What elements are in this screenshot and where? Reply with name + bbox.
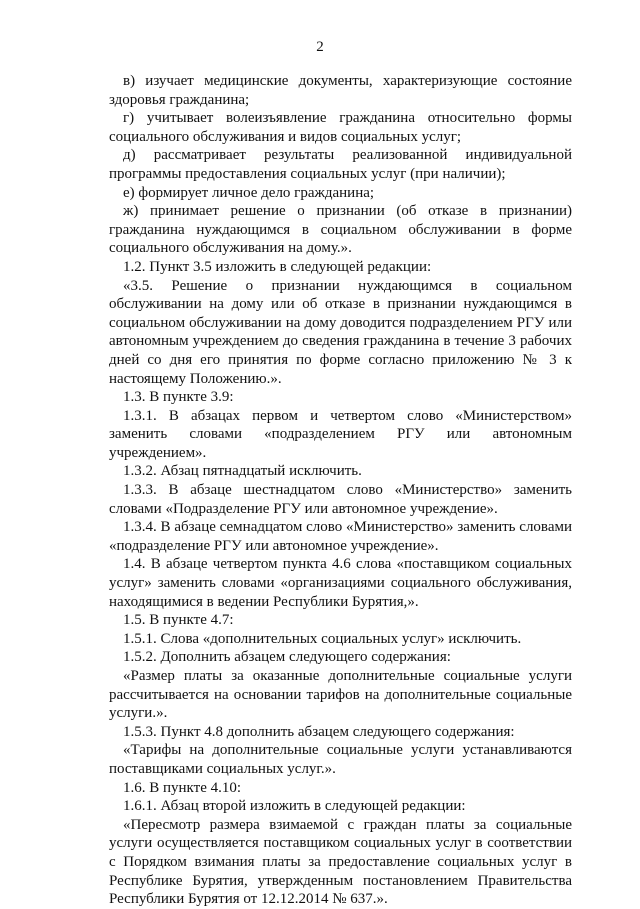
paragraph-revision-quote: «Пересмотр размера взимаемой с граждан платы за социальные услуги осуществляется поставщиком социальных услуг в соответствии с Порядком взимания платы за предоставление социальных услуг в Республике Бурятия, утвержденным постановлением Правительства Республики Бурятия от 12.12.2014 № 637.». xyxy=(109,816,572,908)
paragraph-1-4: 1.4. В абзаце четвертом пункта 4.6 слова «поставщиком социальных услуг» заменить словами «организациями социального обслуживания, находящимися в ведении Республики Бурятия,». xyxy=(109,556,572,610)
paragraph-1-5-2: 1.5.2. Дополнить абзацем следующего содержания: xyxy=(123,649,451,666)
paragraph-1-6-1: 1.6.1. Абзац второй изложить в следующей редакции: xyxy=(123,798,466,815)
paragraph-g: г) учитывает волеизъявление гражданина относительно формы социального обслуживания и видов социальных услуг; xyxy=(109,110,572,145)
paragraph-v: в) изучает медицинские документы, характеризующие состояние здоровья гражданина; xyxy=(109,73,572,108)
paragraph-1-3-4: 1.3.4. В абзаце семнадцатом слово «Министерство» заменить словами «подразделение РГУ или автономное учреждение». xyxy=(109,519,572,554)
paragraph-1-2: 1.2. Пункт 3.5 изложить в следующей редакции: xyxy=(123,258,432,275)
paragraph-1-5-3: 1.5.3. Пункт 4.8 дополнить абзацем следующего содержания: xyxy=(123,723,515,740)
paragraph-1-3: 1.3. В пункте 3.9: xyxy=(123,389,234,406)
paragraph-1-3-2: 1.3.2. Абзац пятнадцатый исключить. xyxy=(123,463,362,480)
paragraph-1-5-1: 1.5.1. Слова «дополнительных социальных услуг» исключить. xyxy=(123,630,522,647)
paragraph-tariff-quote: «Тарифы на дополнительные социальные услуги устанавливаются поставщиками социальных услуг.». xyxy=(109,742,572,777)
paragraph-1-6: 1.6. В пункте 4.10: xyxy=(123,779,242,796)
paragraph-fee-quote: «Размер платы за оказанные дополнительные социальные услуги рассчитывается на основании тарифов на дополнительные социальные услуги.». xyxy=(109,668,572,722)
paragraph-1-3-1: 1.3.1. В абзацах первом и четвертом слово «Министерством» заменить словами «подразделением РГУ или автономным учреждением». xyxy=(109,407,572,461)
paragraph-1-3-3: 1.3.3. В абзаце шестнадцатом слово «Министерство» заменить словами «Подразделение РГУ или автономное учреждение». xyxy=(109,482,572,517)
paragraph-zh: ж) принимает решение о признании (об отказе в признании) гражданина нуждающимся в социальном обслуживании в форме социального обслуживания на дому.». xyxy=(109,203,572,257)
paragraph-d: д) рассматривает результаты реализованной индивидуальной программы предоставления социальных услуг (при наличии); xyxy=(109,147,572,182)
paragraph-1-5: 1.5. В пункте 4.7: xyxy=(123,612,234,629)
page-number: 2 xyxy=(316,39,324,55)
document-body xyxy=(109,72,572,909)
paragraph-e: е) формирует личное дело гражданина; xyxy=(123,184,375,201)
paragraph-3-5-quote: «3.5. Решение о признании нуждающимся в социальном обслуживании на дому или об отказе в признании нуждающимся в социальном обслуживании на дому доводится подразделением РГУ или автономным учреждением до сведения гражданина в течение 3 рабочих дней со дня его принятия по форме согласно приложению № 3 к настоящему Положению.». xyxy=(109,277,572,387)
